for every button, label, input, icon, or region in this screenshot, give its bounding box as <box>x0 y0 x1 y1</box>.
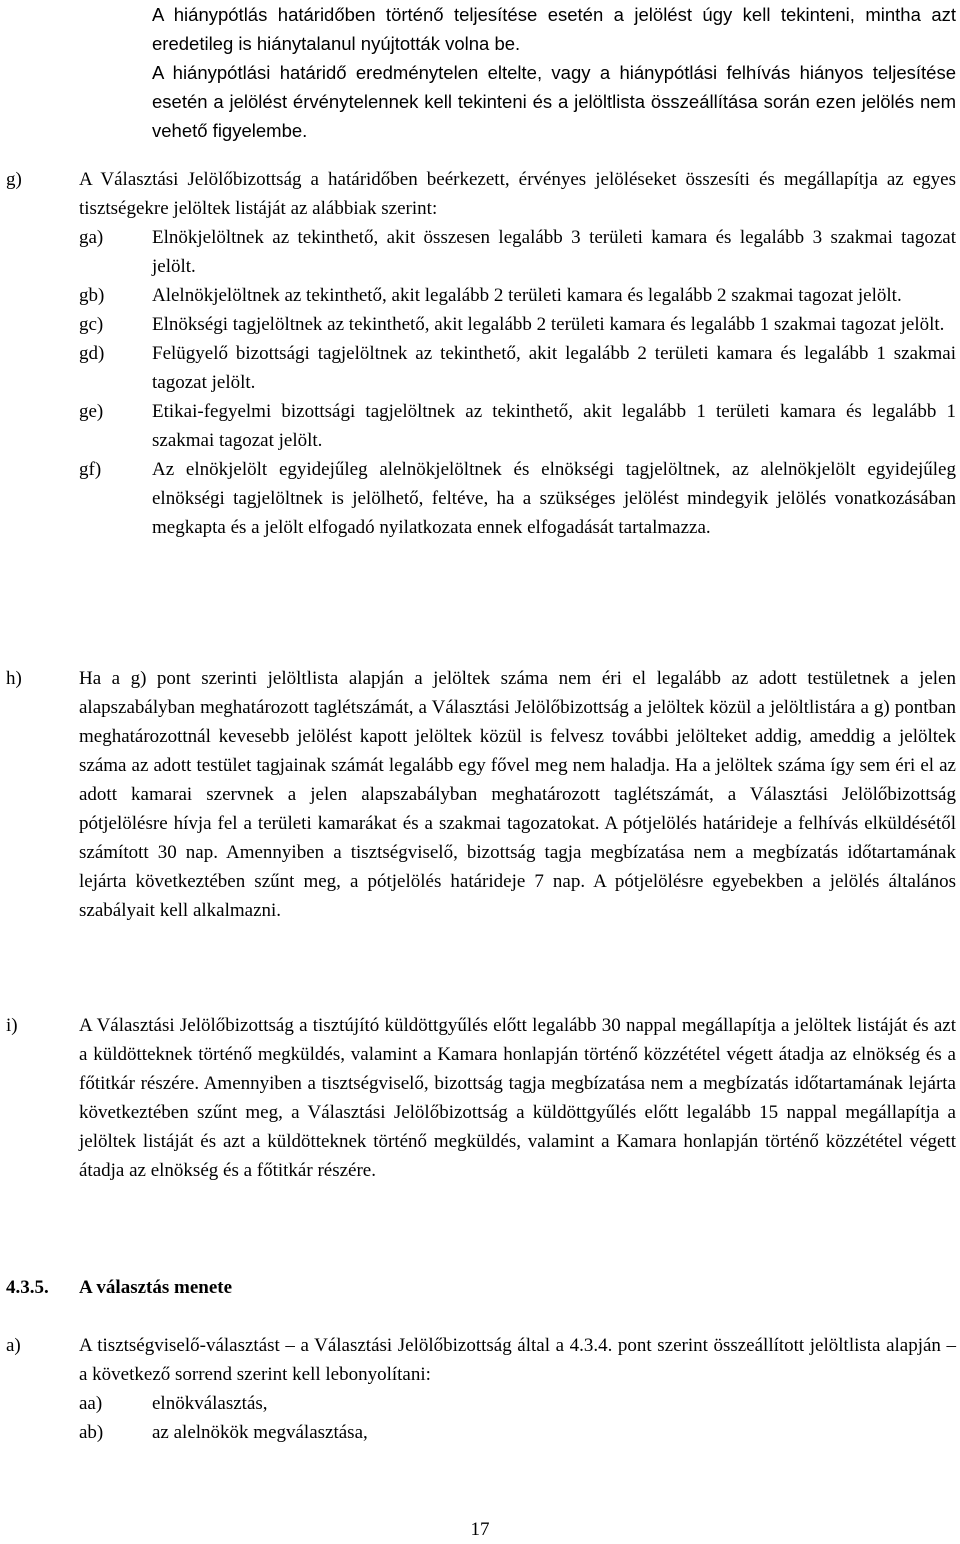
list-item-label: ga) <box>79 227 104 248</box>
list-item-label: gb) <box>79 285 105 306</box>
section-a-intro: A tisztségviselő-választást – a Választási Jelölőbizottság által a 4.3.4. pont szerint összeállított jelöltlista alapján – a következő sorrend szerint kell lebonyolítani: <box>79 1335 956 1385</box>
list-item <box>79 281 956 310</box>
section-label: g) <box>6 169 22 190</box>
section-h-text: Ha a g) pont szerinti jelöltlista alapján a jelöltek száma nem éri el legalább az adott testületnek a jelen alapszabályban meghatározott taglétszámát, a Választási Jelölőbizottság a jelöltek közül a jelöltlistára a g) pontban meghatározottnál kevesebb jelölést kapott jelöltek közül is felvesz további jelölteket addig, ameddig a jelöltek száma az adott testület tagjainak számát legalább egy fővel meg nem haladja. Ha a jelöltek száma így sem éri el az adott kamarai szervnek a jelen alapszabályban meghatározott taglétszámát, a Választási Jelölőbizottság pótjelölésre hívja fel a területi kamarákat és a szakmai tagozatokat. A pótjelölés határideje a felhívás elküldésétől számított 30 nap. Amennyiben a tisztségviselő, bizottság tagja megbízatása nem a megbízatás időtartamának lejárta következtében szűnt meg, a pótjelölés határideje 7 nap. A pótjelölésre egyebekben a jelölés általános szabályait kell alkalmazni. <box>79 668 956 921</box>
list-item-label: gd) <box>79 343 105 364</box>
list-item <box>79 397 956 455</box>
list-item-text: Az elnökjelölt egyidejűleg alelnökjelöltnek és elnökségi tagjelöltnek, az alelnökjelölt egyidejűleg elnökségi tagjelöltnek is jelölhető, feltéve, ha a szükséges jelölést mindegyik jelölés vonatkozásában megkapta és a jelölt elfogadó nyilatkozata ennek elfogadását tartalmazza. <box>152 459 956 538</box>
section-label: h) <box>6 668 22 689</box>
list-item <box>79 455 956 542</box>
list-item-text: Etikai-fegyelmi bizottsági tagjelöltnek az tekinthető, akit legalább 1 területi kamara és legalább 1 szakmai tagozat jelölt. <box>152 401 956 451</box>
list-item-label: gf) <box>79 459 102 480</box>
heading-number: 4.3.5. <box>6 1277 49 1298</box>
section-g <box>6 165 956 542</box>
list-item-label: aa) <box>79 1393 103 1414</box>
section-i <box>6 1011 956 1185</box>
section-h <box>6 664 956 925</box>
list-item-text: az alelnökök megválasztása, <box>152 1422 368 1443</box>
list-item-label: ge) <box>79 401 104 422</box>
page-number: 17 <box>470 1519 490 1540</box>
section-g-intro: A Választási Jelölőbizottság a határidőben beérkezett, érvényes jelöléseket összesíti és megállapítja az egyes tisztségekre jelöltek listáját az alábbiak szerint: <box>79 169 956 219</box>
section-i-text: A Választási Jelölőbizottság a tisztújító küldöttgyűlés előtt legalább 30 nappal megállapítja a jelöltek listáját és azt a küldötteknek történő megküldés, valamint a Kamara honlapján történő közzététel végett átadja az elnökség és a főtitkár részére. Amennyiben a tisztségviselő, bizottság tagja megbízatása nem a megbízatás időtartamának lejárta következtében szűnt meg, a Választási Jelölőbizottság a küldöttgyűlés előtt legalább 15 nappal megállapítja a jelöltek listáját és azt a küldötteknek történő megküldés, valamint a Kamara honlapján történő közzététel végett átadja az elnökség és a főtitkár részére. <box>79 1015 956 1181</box>
heading-title: A választás menete <box>79 1277 233 1298</box>
list-item-label: gc) <box>79 314 104 335</box>
list-item-text: elnökválasztás, <box>152 1393 268 1414</box>
paragraph-deficiency-fulfilled: A hiánypótlás határidőben történő teljesítése esetén a jelölést úgy kell tekinteni, mintha azt eredetileg is hiánytalanul nyújtották volna be. <box>152 4 956 54</box>
list-item <box>79 1389 956 1418</box>
list-item <box>79 310 956 339</box>
list-item <box>79 1418 956 1447</box>
section-label: a) <box>6 1335 21 1356</box>
continuation-block <box>152 0 956 145</box>
section-a <box>6 1331 956 1447</box>
list-item <box>79 223 956 281</box>
list-item <box>79 339 956 397</box>
list-item-label: ab) <box>79 1422 104 1443</box>
list-item-text: Alelnökjelöltnek az tekinthető, akit legalább 2 területi kamara és legalább 2 szakmai tagozat jelölt. <box>152 285 902 306</box>
list-item-text: Elnökségi tagjelöltnek az tekinthető, akit legalább 2 területi kamara és legalább 1 szakmai tagozat jelölt. <box>152 314 945 335</box>
section-heading <box>6 1273 232 1302</box>
list-item-text: Felügyelő bizottsági tagjelöltnek az tekinthető, akit legalább 2 területi kamara és legalább 1 szakmai tagozat jelölt. <box>152 343 956 393</box>
list-item-text: Elnökjelöltnek az tekinthető, akit összesen legalább 3 területi kamara és legalább 3 szakmai tagozat jelölt. <box>152 227 956 277</box>
section-label: i) <box>6 1015 18 1036</box>
paragraph-deficiency-failed: A hiánypótlási határidő eredménytelen eltelte, vagy a hiánypótlási felhívás hiányos teljesítése esetén a jelölést érvénytelennek kell tekinteni és a jelöltlista összeállítása során ezen jelölés nem vehető figyelembe. <box>152 62 956 141</box>
